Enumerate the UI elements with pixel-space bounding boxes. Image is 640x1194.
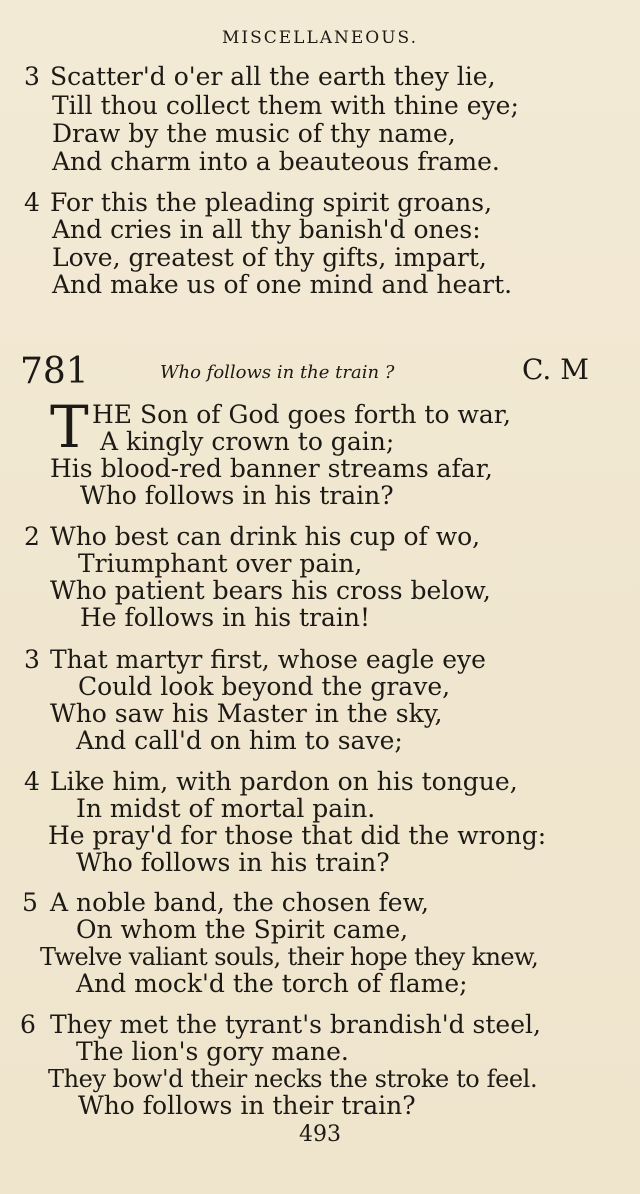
verse-line: Love, greatest of thy gifts, impart, — [52, 243, 487, 272]
verse-line: That martyr first, whose eagle eye — [50, 645, 486, 674]
verse-line: For this the pleading spirit groans, — [50, 188, 493, 217]
verse-line: Who follows in his train? — [76, 848, 390, 877]
verse-line: And make us of one mind and heart. — [52, 270, 513, 299]
verse-line: Like him, with pardon on his tongue, — [50, 767, 518, 796]
verse-line: And mock'd the torch of flame; — [76, 969, 468, 998]
verse-line: In midst of mortal pain. — [76, 794, 376, 823]
verse-line: Twelve valiant souls, their hope they knew, — [40, 943, 539, 971]
verse-line: They met the tyrant's brandish'd steel, — [50, 1010, 541, 1039]
verse-line: Could look beyond the grave, — [78, 672, 451, 701]
stanza-number: 5 — [22, 888, 38, 917]
hymn-number: 781 — [20, 351, 89, 392]
verse-line: And cries in all thy banish'd ones: — [52, 215, 481, 244]
section-header: MISCELLANEOUS. — [221, 28, 419, 48]
verse-line: HE Son of God goes forth to war, — [92, 400, 511, 429]
stanza-number: 6 — [20, 1010, 36, 1039]
verse-line: His blood-red banner streams afar, — [50, 454, 493, 483]
page-number: 493 — [299, 1122, 341, 1147]
stanza-number: 4 — [24, 188, 40, 217]
stanza-number: 3 — [24, 62, 40, 91]
stanza-number: 4 — [24, 767, 40, 796]
verse-line: A noble band, the chosen few, — [50, 888, 429, 917]
stanza-number: 3 — [24, 645, 40, 674]
verse-line: They bow'd their necks the stroke to feel. — [48, 1065, 538, 1093]
verse-line: Who follows in their train? — [78, 1091, 416, 1120]
stanza-number: 2 — [24, 522, 40, 551]
verse-line: The lion's gory mane. — [76, 1037, 349, 1066]
verse-line: He pray'd for those that did the wrong: — [48, 821, 547, 850]
verse-line: Draw by the music of thy name, — [52, 119, 456, 148]
verse-line: Who follows in his train? — [80, 481, 394, 510]
verse-line: Who best can drink his cup of wo, — [50, 522, 481, 551]
drop-cap: T — [50, 393, 89, 461]
hymn-meter: C. M — [522, 353, 589, 386]
verse-line: Triumphant over pain, — [78, 549, 363, 578]
verse-line: Who patient bears his cross below, — [50, 576, 491, 605]
verse-line: On whom the Spirit came, — [76, 915, 409, 944]
verse-line: Who saw his Master in the sky, — [50, 699, 443, 728]
hymn-title: Who follows in the train ? — [160, 362, 395, 383]
verse-line: Till thou collect them with thine eye; — [52, 91, 519, 120]
verse-line: And charm into a beauteous frame. — [52, 147, 500, 176]
verse-line: A kingly crown to gain; — [100, 427, 395, 456]
verse-line: Scatter'd o'er all the earth they lie, — [50, 62, 496, 91]
verse-line: He follows in his train! — [80, 603, 371, 632]
verse-line: And call'd on him to save; — [76, 726, 403, 755]
